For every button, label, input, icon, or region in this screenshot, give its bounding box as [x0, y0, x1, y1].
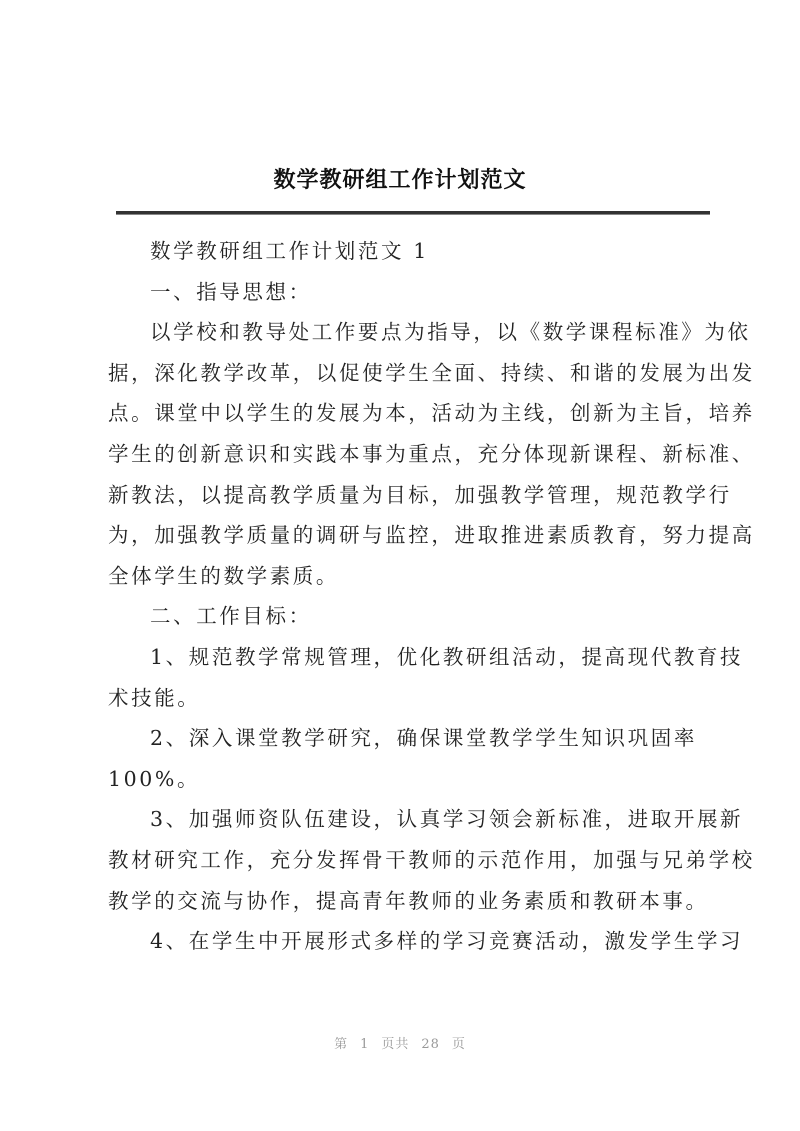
- paragraph-line: 全体学生的数学素质。: [108, 563, 339, 588]
- total-pages: 28: [421, 1037, 440, 1052]
- goal-item-2: 2、深入课堂教学研究，确保课堂教学学生知识巩固率: [150, 726, 697, 751]
- title-divider: [116, 211, 710, 215]
- page-footer: [0, 1033, 800, 1052]
- paragraph-line: 为，加强教学质量的调研与监控，进取推进素质教育，努力提高: [108, 523, 755, 548]
- paragraph-line: 学生的创新意识和实践本事为重点，充分体现新课程、新标准、: [108, 441, 755, 466]
- section-heading-work-goals: 二、工作目标：: [150, 604, 312, 629]
- goal-item-1: 1、规范教学常规管理，优化教研组活动，提高现代教育技: [150, 644, 744, 669]
- section-heading-1: 数学教研组工作计划范文 1: [150, 239, 429, 263]
- footer-suffix: 页: [451, 1037, 466, 1052]
- document-title: 数学教研组工作计划范文: [273, 168, 527, 193]
- goal-item-3-cont: 教学的交流与协作，提高青年教师的业务素质和教研本事。: [108, 888, 709, 913]
- goal-item-3: 3、加强师资队伍建设，认真学习领会新标准，进取开展新: [150, 807, 744, 832]
- paragraph-line: 点。课堂中以学生的发展为本，活动为主线，创新为主旨，培养: [108, 401, 755, 426]
- footer-prefix: 第: [334, 1037, 349, 1052]
- section-heading-guiding-thought: 一、指导思想：: [150, 279, 312, 304]
- goal-item-2-cont: 100%。: [108, 766, 201, 791]
- goal-item-4: 4、在学生中开展形式多样的学习竞赛活动，激发学生学习: [150, 929, 744, 954]
- paragraph-line: 据，深化教学改革，以促使学生全面、持续、和谐的发展为出发: [108, 360, 755, 385]
- current-page-number: 1: [360, 1037, 370, 1052]
- paragraph-line: 新教法，以提高教学质量为目标，加强教学管理，规范教学行: [108, 482, 732, 507]
- footer-middle: 页共: [381, 1037, 410, 1052]
- paragraph-line: 以学校和教导处工作要点为指导，以《数学课程标准》为依: [150, 320, 751, 345]
- document-body: [108, 231, 755, 962]
- goal-item-1-cont: 术技能。: [108, 685, 201, 710]
- goal-item-3-cont: 教材研究工作，充分发挥骨干教师的示范作用，加强与兄弟学校: [108, 847, 755, 872]
